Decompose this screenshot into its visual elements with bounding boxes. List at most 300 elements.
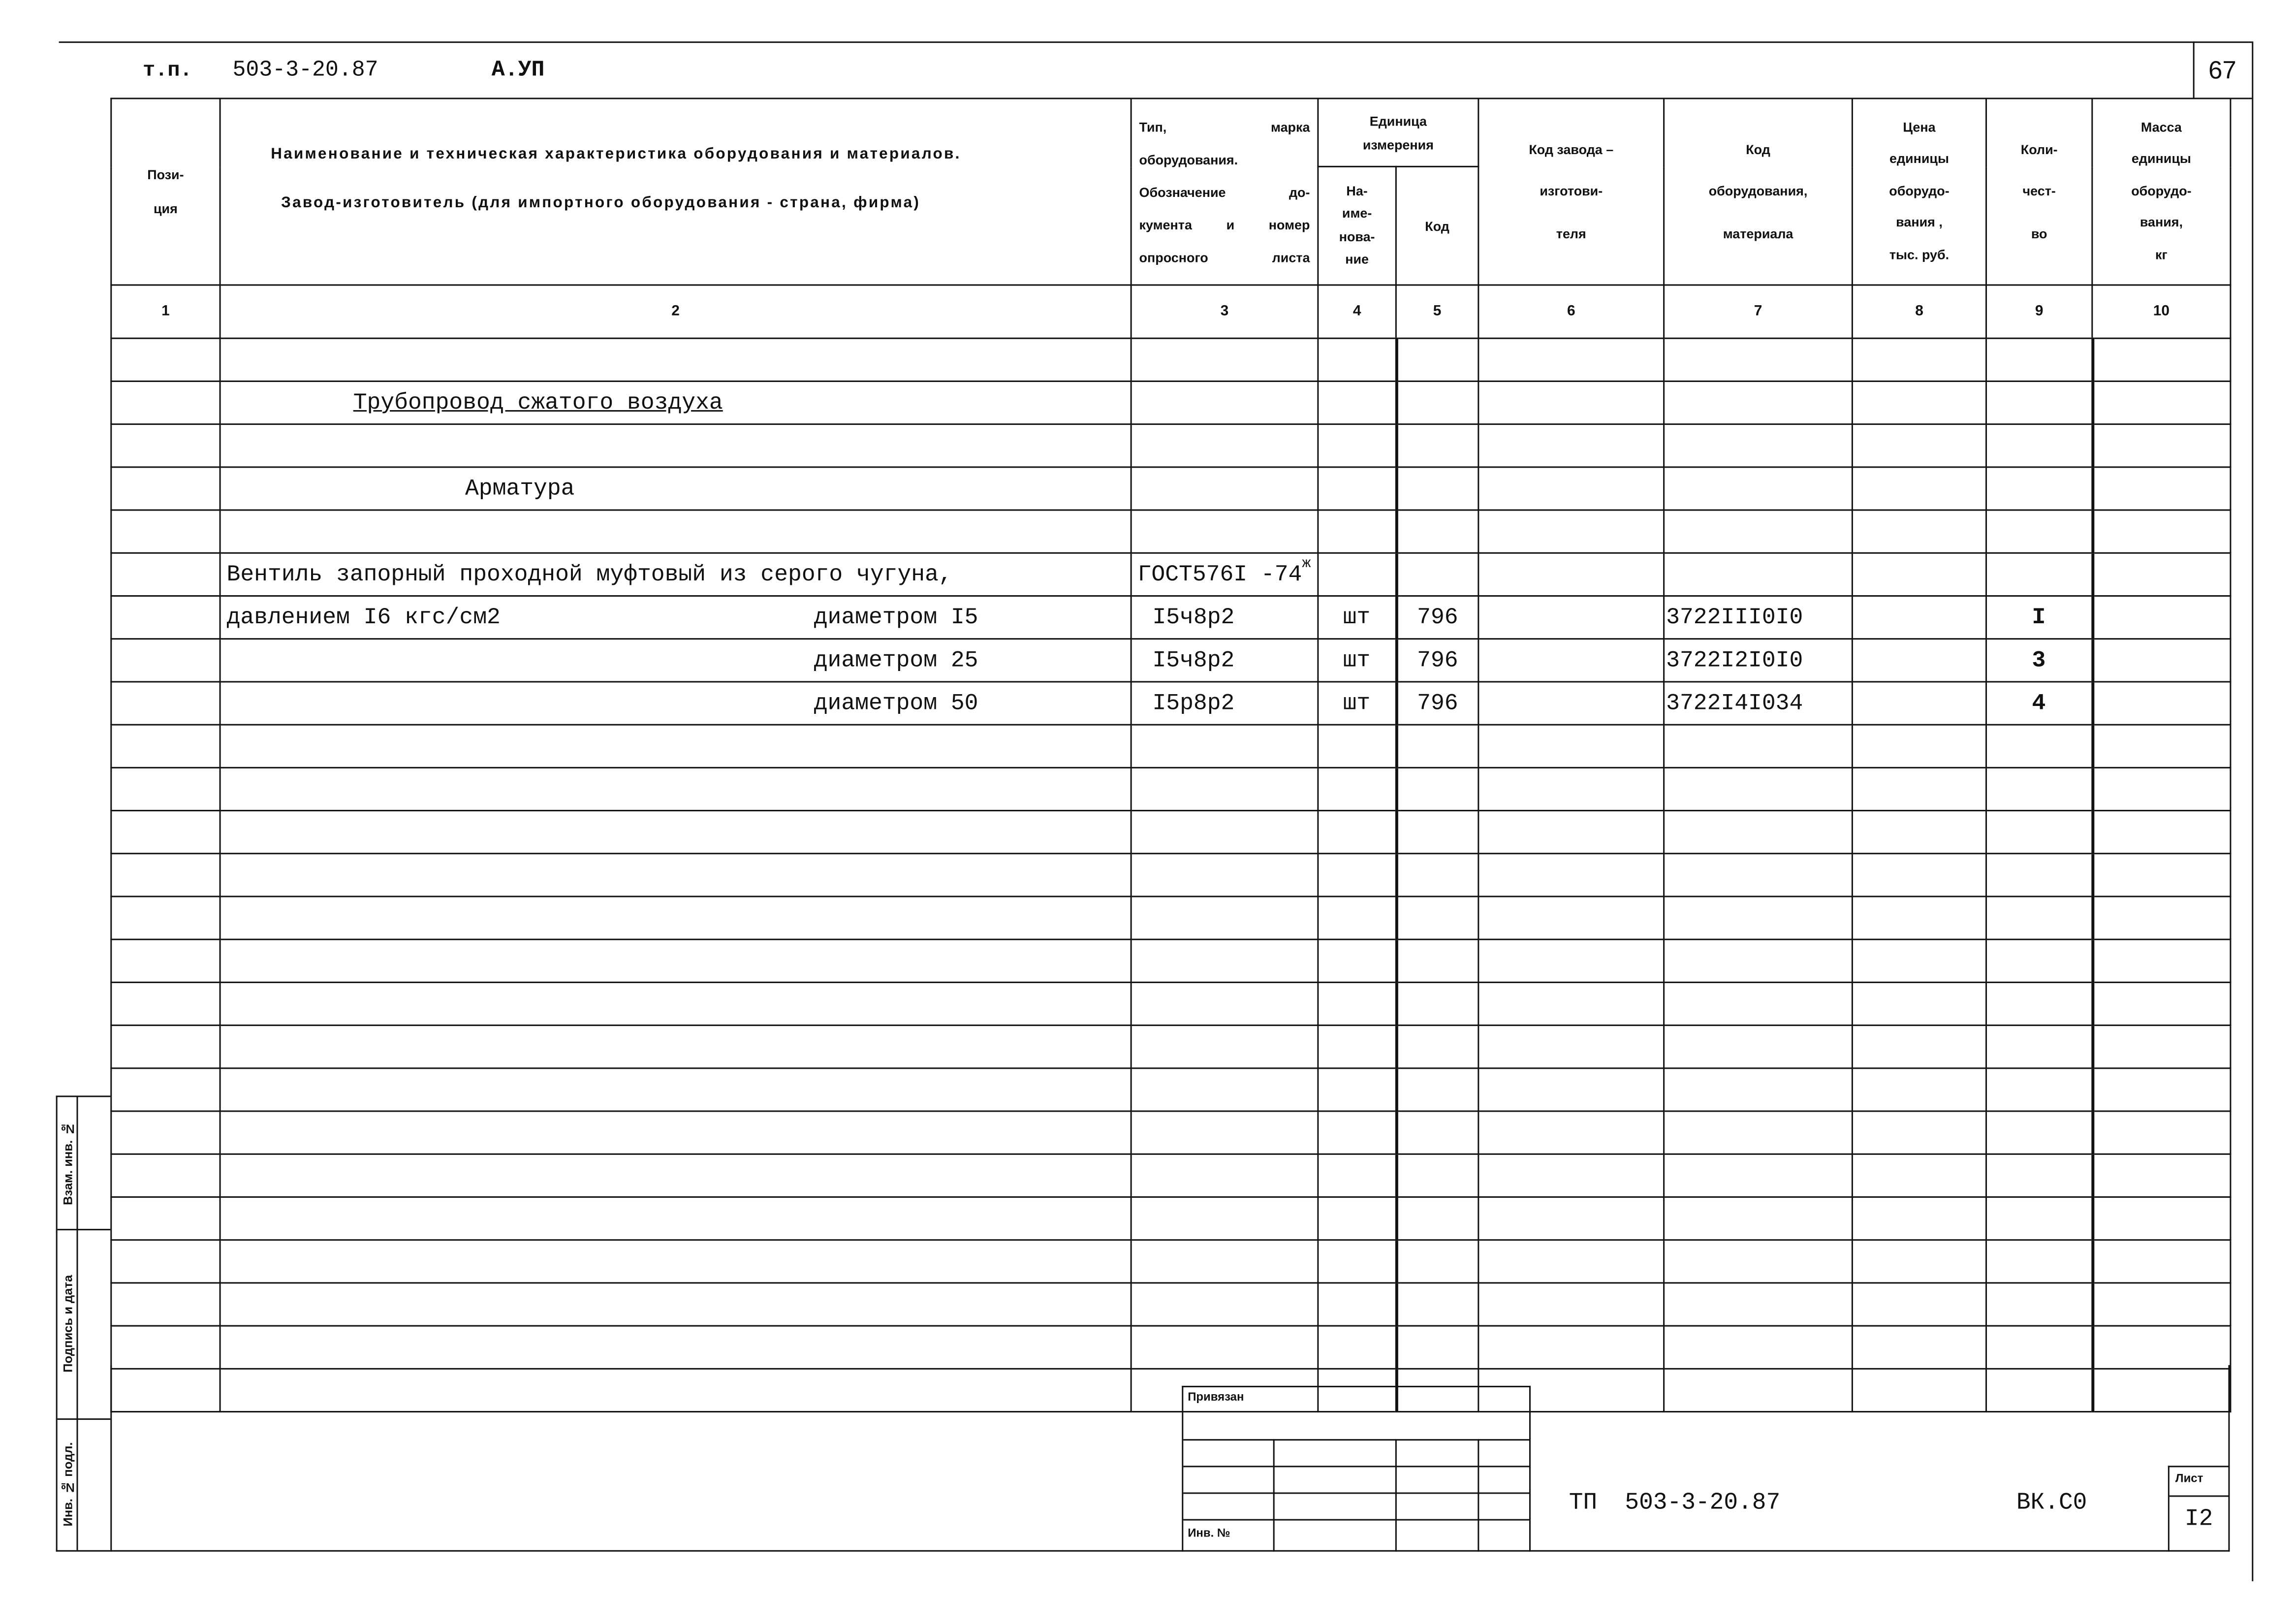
cell-unit-name	[1318, 1326, 1396, 1369]
cell-plant-code	[1478, 1154, 1664, 1197]
header-name	[220, 98, 1131, 285]
cell-plant-code	[1478, 1197, 1664, 1240]
cell-position	[111, 725, 220, 768]
cell-price	[1852, 811, 1986, 854]
cell-unit-code	[1396, 982, 1478, 1025]
original-inventory-label: Инв. № подл.	[60, 1442, 75, 1528]
cell-quantity	[1986, 1025, 2092, 1068]
cell-material-code	[1664, 424, 1853, 467]
cell-mass	[2092, 811, 2231, 854]
cell-unit-code	[1396, 553, 1478, 596]
cell-name	[220, 982, 1131, 1025]
cell-type-doc	[1131, 1240, 1318, 1283]
section-title: Трубопровод сжатого воздуха	[353, 389, 723, 416]
cell-unit-name	[1318, 338, 1396, 381]
item-type-doc: I5ч8р2	[1152, 647, 1235, 674]
table-row	[111, 682, 2231, 725]
cell-name	[220, 596, 1131, 639]
header-unit-code	[1396, 166, 1478, 285]
cell-type-doc	[1131, 1154, 1318, 1197]
cell-plant-code	[1478, 1111, 1664, 1154]
cell-quantity	[1986, 381, 2092, 424]
cell-name	[220, 854, 1131, 896]
cell-unit-code	[1396, 1326, 1478, 1369]
cell-unit-code	[1396, 939, 1478, 982]
cell-plant-code	[1478, 1240, 1664, 1283]
cell-name	[220, 1068, 1131, 1111]
cell-name	[220, 939, 1131, 982]
cell-price	[1852, 639, 1986, 682]
cell-material-code	[1664, 639, 1853, 682]
header-text: На-	[1346, 183, 1368, 198]
cell-quantity	[1986, 939, 2092, 982]
item-diameter: диаметром I5	[814, 604, 978, 631]
cell-plant-code	[1478, 896, 1664, 939]
cell-position	[111, 467, 220, 510]
cell-type-doc	[1131, 854, 1318, 896]
header-text: Единица	[1369, 113, 1427, 128]
page-number: 67	[2208, 56, 2236, 85]
cell-material-code	[1664, 854, 1853, 896]
cell-price	[1852, 596, 1986, 639]
table-row	[111, 854, 2231, 896]
cell-mass	[2092, 338, 2231, 381]
cell-plant-code	[1478, 982, 1664, 1025]
cell-name	[220, 768, 1131, 810]
cell-position	[111, 1240, 220, 1283]
unit-name: шт	[1343, 604, 1371, 631]
cell-type-doc	[1131, 467, 1318, 510]
cell-mass	[2092, 553, 2231, 596]
type-doc-note: ж	[1302, 556, 1311, 573]
cell-position	[111, 682, 220, 725]
cell-quantity	[1986, 1197, 2092, 1240]
cell-unit-name	[1318, 1154, 1396, 1197]
cell-quantity	[1986, 553, 2092, 596]
cell-mass	[2092, 939, 2231, 982]
cell-name	[220, 1154, 1131, 1197]
cell-quantity	[1986, 896, 2092, 939]
cell-price	[1852, 424, 1986, 467]
header-quantity	[1986, 98, 2092, 285]
unit-code: 796	[1417, 647, 1458, 674]
cell-mass	[2092, 510, 2231, 553]
cell-mass	[2092, 1197, 2231, 1240]
cell-position	[111, 510, 220, 553]
frame-right-line	[2252, 41, 2253, 1581]
header-mass	[2092, 98, 2231, 285]
subsection-title: Арматура	[465, 475, 575, 502]
cell-unit-name	[1318, 596, 1396, 639]
table-row	[111, 939, 2231, 982]
cell-name	[220, 1025, 1131, 1068]
column-number: 1	[111, 285, 220, 338]
cell-material-code	[1664, 982, 1853, 1025]
cell-type-doc	[1131, 982, 1318, 1025]
title-doc-number: 503-3-20.87	[1625, 1489, 1781, 1516]
column-number: 6	[1478, 285, 1664, 338]
cell-quantity	[1986, 1240, 2092, 1283]
column-number-row	[111, 285, 2231, 338]
unit-name: шт	[1343, 647, 1371, 674]
cell-price	[1852, 768, 1986, 810]
cell-position	[111, 1068, 220, 1111]
cell-material-code	[1664, 510, 1853, 553]
cell-plant-code	[1478, 639, 1664, 682]
doc-type-label: т.п.	[143, 59, 192, 83]
table-row	[111, 1111, 2231, 1154]
cell-unit-name	[1318, 1111, 1396, 1154]
cell-unit-code	[1396, 1154, 1478, 1197]
cell-type-doc	[1131, 639, 1318, 682]
cell-unit-code	[1396, 768, 1478, 810]
cell-price	[1852, 510, 1986, 553]
table-row	[111, 768, 2231, 810]
cell-unit-name	[1318, 854, 1396, 896]
item-name: давлением I6 кгс/см2	[226, 604, 501, 631]
header-text: вания,	[2139, 215, 2183, 230]
doc-number: 503-3-20.87	[232, 58, 378, 83]
cell-position	[111, 854, 220, 896]
header-text: вания ,	[1896, 215, 1943, 230]
cell-unit-name	[1318, 639, 1396, 682]
binding-stamp	[1182, 1386, 1531, 1552]
cell-type-doc	[1131, 682, 1318, 725]
cell-name	[220, 896, 1131, 939]
cell-price	[1852, 725, 1986, 768]
cell-material-code	[1664, 381, 1853, 424]
table-row	[111, 510, 2231, 553]
cell-unit-code	[1396, 381, 1478, 424]
cell-name	[220, 424, 1131, 467]
table-header-row	[111, 98, 2231, 166]
cell-type-doc	[1131, 1283, 1318, 1326]
item-type-doc: I5р8р2	[1152, 690, 1235, 717]
cell-mass	[2092, 1240, 2231, 1283]
cell-unit-name	[1318, 982, 1396, 1025]
cell-material-code	[1664, 768, 1853, 810]
cell-material-code	[1664, 1068, 1853, 1111]
table-row	[111, 1154, 2231, 1197]
bound-label: Привязан	[1188, 1390, 1244, 1404]
cell-mass	[2092, 854, 2231, 896]
cell-type-doc	[1131, 1326, 1318, 1369]
table-row	[111, 725, 2231, 768]
cell-name	[220, 1111, 1131, 1154]
cell-unit-name	[1318, 768, 1396, 810]
cell-quantity	[1986, 811, 2092, 854]
cell-mass	[2092, 896, 2231, 939]
cell-material-code	[1664, 1326, 1853, 1369]
cell-mass	[2092, 1326, 2231, 1369]
header-text: Код	[1425, 218, 1449, 233]
stamp-line	[1395, 1439, 1397, 1552]
cell-price	[1852, 381, 1986, 424]
item-diameter: диаметром 25	[814, 647, 978, 674]
cell-material-code	[1664, 467, 1853, 510]
column-number: 10	[2092, 285, 2231, 338]
cell-name	[220, 725, 1131, 768]
table-row	[111, 1025, 2231, 1068]
cell-mass	[2092, 596, 2231, 639]
cell-quantity	[1986, 1283, 2092, 1326]
table-row	[111, 1068, 2231, 1111]
inventory-label: Инв. №	[1188, 1526, 1230, 1540]
cell-type-doc	[1131, 725, 1318, 768]
cell-plant-code	[1478, 553, 1664, 596]
cell-unit-name	[1318, 553, 1396, 596]
cell-position	[111, 1326, 220, 1369]
cell-unit-code	[1396, 338, 1478, 381]
cell-position	[111, 424, 220, 467]
cell-position	[111, 768, 220, 810]
cell-type-doc	[1131, 381, 1318, 424]
cell-type-doc	[1131, 1068, 1318, 1111]
cell-quantity	[1986, 1068, 2092, 1111]
cell-unit-code	[1396, 1068, 1478, 1111]
cell-quantity	[1986, 424, 2092, 467]
stamp-line	[1273, 1439, 1275, 1552]
item-diameter: диаметром 50	[814, 690, 978, 717]
material-code: 3722I4I034	[1666, 690, 1803, 717]
cell-unit-code	[1396, 811, 1478, 854]
cell-position	[111, 939, 220, 982]
table-row	[111, 1240, 2231, 1283]
header-position	[111, 98, 220, 285]
cell-position	[111, 1283, 220, 1326]
cell-unit-name	[1318, 896, 1396, 939]
cell-unit-code	[1396, 1283, 1478, 1326]
cell-plant-code	[1478, 939, 1664, 982]
cell-name	[220, 553, 1131, 596]
table-row	[111, 596, 2231, 639]
cell-unit-code	[1396, 639, 1478, 682]
header-price	[1852, 98, 1986, 285]
cell-unit-code	[1396, 467, 1478, 510]
cell-unit-name	[1318, 381, 1396, 424]
cell-name	[220, 682, 1131, 725]
album-label: А.УП	[491, 58, 545, 83]
cell-material-code	[1664, 725, 1853, 768]
table-row	[111, 381, 2231, 424]
cell-plant-code	[1478, 725, 1664, 768]
cell-price	[1852, 854, 1986, 896]
header-text: теля	[1556, 226, 1586, 241]
cell-name	[220, 338, 1131, 381]
cell-unit-name	[1318, 424, 1396, 467]
item-name: Вентиль запорный проходной муфтовый из серого чугуна,	[226, 561, 952, 588]
cell-material-code	[1664, 1111, 1853, 1154]
cell-position	[111, 1197, 220, 1240]
cell-name	[220, 510, 1131, 553]
cell-type-doc	[1131, 811, 1318, 854]
cell-quantity	[1986, 982, 2092, 1025]
cell-position	[111, 338, 220, 381]
cell-material-code	[1664, 553, 1853, 596]
cell-plant-code	[1478, 596, 1664, 639]
quantity: 4	[2032, 690, 2046, 717]
cell-unit-code	[1396, 596, 1478, 639]
cell-name	[220, 1283, 1131, 1326]
cell-plant-code	[1478, 811, 1664, 854]
cell-mass	[2092, 639, 2231, 682]
header-text: кг	[2155, 247, 2168, 262]
header-text: оборудо-	[1889, 183, 1950, 198]
cell-unit-code	[1396, 424, 1478, 467]
column-number: 7	[1664, 285, 1853, 338]
bottom-frame	[110, 1365, 2230, 1552]
table-body	[111, 338, 2231, 1411]
header-text: оборудования.	[1139, 152, 1238, 167]
cell-type-doc	[1131, 1025, 1318, 1068]
cell-material-code	[1664, 896, 1853, 939]
cell-unit-code	[1396, 896, 1478, 939]
table-row	[111, 896, 2231, 939]
material-code: 3722III0I0	[1666, 604, 1803, 631]
column-number: 8	[1852, 285, 1986, 338]
cell-plant-code	[1478, 768, 1664, 810]
cell-mass	[2092, 1111, 2231, 1154]
cell-plant-code	[1478, 381, 1664, 424]
table-row	[111, 1197, 2231, 1240]
cell-name	[220, 639, 1131, 682]
header-text: кумента и номер	[1139, 217, 1310, 232]
column-number: 4	[1318, 285, 1396, 338]
cell-type-doc	[1131, 553, 1318, 596]
header-text: материала	[1723, 226, 1793, 241]
cell-type-doc	[1131, 1111, 1318, 1154]
header-text: опросного листа	[1139, 249, 1310, 264]
cell-unit-code	[1396, 725, 1478, 768]
cell-mass	[2092, 1068, 2231, 1111]
header-material-code	[1664, 98, 1853, 285]
sheet-box-divider	[2170, 1495, 2230, 1497]
header-text: тыс. руб.	[1889, 247, 1950, 262]
table-row	[111, 982, 2231, 1025]
cell-unit-name	[1318, 1197, 1396, 1240]
cell-type-doc	[1131, 424, 1318, 467]
cell-mass	[2092, 381, 2231, 424]
cell-mass	[2092, 682, 2231, 725]
cell-material-code	[1664, 1197, 1853, 1240]
cell-quantity	[1986, 768, 2092, 810]
table-row	[111, 1283, 2231, 1326]
sheet-box	[2168, 1466, 2230, 1551]
cell-material-code	[1664, 1283, 1853, 1326]
cell-price	[1852, 1283, 1986, 1326]
cell-plant-code	[1478, 854, 1664, 896]
column-number: 9	[1986, 285, 2092, 338]
cell-mass	[2092, 1283, 2231, 1326]
column-number: 3	[1131, 285, 1318, 338]
cell-unit-name	[1318, 1025, 1396, 1068]
cell-position	[111, 639, 220, 682]
cell-unit-name	[1318, 1283, 1396, 1326]
cell-name	[220, 1326, 1131, 1369]
cell-quantity	[1986, 1326, 2092, 1369]
header-text: измерения	[1362, 137, 1434, 152]
header-text: Пози-	[147, 166, 184, 182]
cell-material-code	[1664, 1025, 1853, 1068]
cell-name	[220, 381, 1131, 424]
unit-code: 796	[1417, 690, 1458, 717]
table-row	[111, 467, 2231, 510]
header-text: Наименование и техническая характеристика оборудования и материалов.	[271, 145, 961, 163]
cell-quantity	[1986, 1154, 2092, 1197]
cell-position	[111, 1154, 220, 1197]
cell-unit-name	[1318, 682, 1396, 725]
cell-position	[111, 982, 220, 1025]
header-text: во	[2031, 226, 2047, 241]
header-text: оборудования,	[1708, 184, 1808, 199]
cell-position	[111, 896, 220, 939]
header-text: Цена	[1903, 119, 1936, 134]
cell-price	[1852, 1326, 1986, 1369]
cell-type-doc	[1131, 338, 1318, 381]
cell-plant-code	[1478, 424, 1664, 467]
title-mark: ВК.С0	[2016, 1489, 2087, 1516]
table-row	[111, 338, 2231, 381]
cell-plant-code	[1478, 467, 1664, 510]
cell-mass	[2092, 725, 2231, 768]
cell-unit-name	[1318, 811, 1396, 854]
cell-quantity	[1986, 854, 2092, 896]
cell-name	[220, 1240, 1131, 1283]
cell-position	[111, 381, 220, 424]
cell-position	[111, 553, 220, 596]
cell-name	[220, 811, 1131, 854]
side-stamp	[56, 1095, 111, 1551]
header-text: Завод-изготовитель (для импортного оборудования - страна, фирма)	[281, 193, 921, 212]
cell-material-code	[1664, 338, 1853, 381]
cell-position	[111, 1025, 220, 1068]
cell-quantity	[1986, 725, 2092, 768]
header-text: единицы	[2131, 151, 2191, 166]
cell-price	[1852, 467, 1986, 510]
cell-quantity	[1986, 639, 2092, 682]
header-text: Тип, марка	[1139, 119, 1310, 134]
stamp-line	[1478, 1439, 1479, 1552]
cell-price	[1852, 1025, 1986, 1068]
cell-price	[1852, 1068, 1986, 1111]
cell-plant-code	[1478, 1068, 1664, 1111]
cell-plant-code	[1478, 682, 1664, 725]
cell-type-doc	[1131, 896, 1318, 939]
cell-quantity	[1986, 467, 2092, 510]
cell-mass	[2092, 982, 2231, 1025]
cell-unit-name	[1318, 467, 1396, 510]
cell-name	[220, 467, 1131, 510]
cell-unit-name	[1318, 939, 1396, 982]
header-text: изготови-	[1540, 184, 1603, 199]
cell-mass	[2092, 1154, 2231, 1197]
quantity: 3	[2032, 647, 2046, 674]
cell-type-doc	[1131, 939, 1318, 982]
item-type-doc: I5ч8р2	[1152, 604, 1235, 631]
item-type-doc: ГОСТ576I -74	[1137, 561, 1302, 588]
header-text: Масса	[2140, 119, 2182, 134]
cell-price	[1852, 896, 1986, 939]
cell-position	[111, 596, 220, 639]
cell-unit-name	[1318, 1068, 1396, 1111]
cell-type-doc	[1131, 768, 1318, 810]
cell-price	[1852, 553, 1986, 596]
header-unit-name	[1318, 166, 1396, 285]
cell-unit-name	[1318, 1240, 1396, 1283]
header-text: ние	[1345, 252, 1369, 267]
cell-material-code	[1664, 939, 1853, 982]
quantity: I	[2032, 604, 2046, 631]
